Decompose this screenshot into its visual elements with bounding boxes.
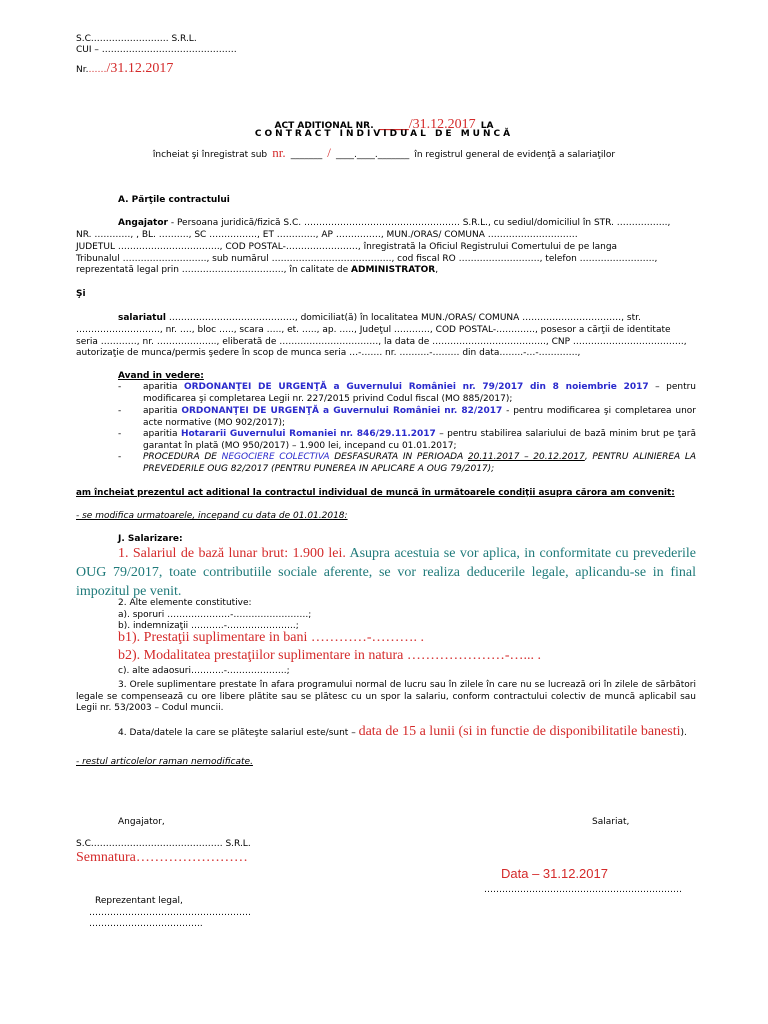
angajator-line-3: JUDETUL ……………………………., COD POSTAL-……………………, înregistrată la Oficiul Registrului Comertului de pe langa — [76, 242, 618, 252]
registered-blank1: _______ — [290, 150, 323, 160]
angajator-line-2: NR. …………, , BL. ………., SC ……………., ET …………., AP ……………, MUN./ORAS/ COMUNA ………………………… — [76, 230, 578, 240]
indemnizatii-line: b). indemnizaţii ………..-…………………..; — [118, 621, 299, 631]
oug-82-link[interactable]: ORDONANŢEI DE URGENŢĂ a Guvernului României nr. 82/2017 — [181, 406, 503, 416]
header-nr-dots: …… — [88, 65, 107, 75]
ore-suplimentare-paragraph: 3. Orele suplimentare prestate în afara programului normal de lucru sau în zilele în care nu se lucrează ori în zilele de sărbători legale se compensează cu ore libere plătite sau se plătesc cu un spor la salariu, conform contractului colectiv de muncă aplicabil sau Legii nr. 53/2003 – Codul muncii. — [76, 680, 696, 713]
act-prefix: ACT ADITIONAL NR. — [274, 121, 374, 131]
header-sc-line: S.C.……………………. S.R.L. — [76, 34, 197, 44]
angajator-line-5: reprezentată legal prin ……………………………., în calitate de ADMINISTRATOR, — [76, 265, 439, 275]
signature-sc-line: S.C.……………………………………. S.R.L. — [76, 839, 251, 849]
signature-date: Data – 31.12.2017 — [501, 866, 608, 881]
registered-prefix: încheiat şi înregistrat sub — [152, 150, 268, 160]
salariu-baza-text: 1. Salariul de bază lunar brut: 1.900 lei. — [118, 546, 346, 561]
salariat-line-1 — [118, 312, 641, 324]
header-cui-line: CUI – ……………………………………… — [76, 45, 237, 55]
act-blank: ______ — [378, 120, 409, 131]
angajator-line-4: Tribunalul ………………………., sub numărul …………………………………., cod fiscal RO ………………………, telefon ……………………., — [76, 254, 658, 264]
reprezentant-legal-label: Reprezentant legal, — [95, 896, 183, 906]
oug-79-link[interactable]: ORDONANŢEI DE URGENŢĂ a Guvernului României nr. 79/2017 din 8 noiembrie 2017 — [183, 382, 649, 392]
registered-blank2: ____.____._______ — [336, 150, 410, 160]
bullet-marker: - — [118, 429, 122, 439]
registered-slash: / — [327, 145, 331, 160]
salariu-baza-paragraph — [76, 544, 696, 601]
adaosuri-line: c). alte adaosuri………..-………………..; — [118, 666, 290, 676]
reprezentant-dots-1: ……………………………………………… — [89, 908, 251, 918]
avand-bullet-2: aparitia ORDONANŢEI DE URGENŢĂ a Guvernului României nr. 82/2017 - pentru modificarea şi completarea unor acte normative (MO 902/2017); — [143, 406, 696, 428]
salariat-line-2: ………………………., nr. …., bloc ….., scara ….., et. ….., ap. ….., Judeţul …………, COD POSTAL-…………., posesor a cărţii de identitate — [76, 325, 671, 335]
contract-title: CONTRACT INDIVIDUAL DE MUNCĂ — [254, 129, 514, 139]
salariat-signature-dots: ………………………………………………………… — [484, 885, 682, 895]
semnatura-line: Semnatura…………………… — [76, 850, 248, 865]
angajator-line-1 — [118, 217, 670, 229]
angajator-role: ADMINISTRATOR — [351, 265, 436, 275]
bullet-marker: - — [118, 452, 122, 462]
data-plata-value: data de 15 a lunii (si in functie de disponibilitatile banesti — [358, 724, 681, 739]
restul-statement: - restul articolelor raman nemodificate. — [76, 757, 253, 767]
salarizare-heading: J. Salarizare: — [118, 534, 183, 544]
negociere-colectiva-link[interactable]: NEGOCIERE COLECTIVA — [221, 452, 330, 462]
header-nr-line — [76, 57, 173, 77]
registered-nr: nr. — [272, 145, 286, 160]
salariat-label: salariatul — [118, 313, 166, 323]
prestatii-bani-line: b1). Prestaţii suplimentare in bani …………-………. . — [118, 630, 425, 645]
avand-bullet-4: PROCEDURA DE NEGOCIERE COLECTIVA DESFASURATA IN PERIOADA 20.11.2017 – 20.12.2017, PENTRU ALINIEREA LA PREVEDERILE OUG 82/2017 (PENTRU PUNEREA IN APLICARE A OUG 79/2017); — [143, 452, 696, 474]
angajator-label: Angajator — [118, 218, 168, 228]
salariu-baza-details: Asupra acestuia se vor aplica, in conformitate cu prevederile OUG 79/2017, toate contributiile sociale aferente, se vor realiza deducerile legale, aplicandu-se in final impozitul pe venit. — [76, 546, 697, 599]
header-nr-prefix: Nr. — [76, 65, 89, 75]
prestatii-natura-line: b2). Modalitatea prestaţiilor suplimentare in natura …………………-…... . — [118, 648, 542, 663]
bullet-marker: - — [118, 406, 122, 416]
act-date: /31.12.2017 — [408, 117, 476, 132]
avand-heading: Avand in vedere: — [118, 371, 204, 381]
data-plata-label: 4. Data/datele la care se plăteşte salariul este/sunt – — [118, 728, 359, 738]
salariat-line-4: autorizaţie de munca/permis şedere în scop de munca seria …-……. nr. ……….-……… din data……..-…-…………., — [76, 348, 581, 358]
agreement-statement: am încheiat prezentul act aditional la contractul individual de muncă în următoarele condiţii asupra cărora am convenit: — [76, 488, 675, 498]
sporuri-line: a). sporuri …………………-…………………….; — [118, 610, 312, 620]
angajator-text-1: - Persoana juridică/fizică S.C. ……………………………………………. S.R.L., cu sediul/domiciliul în STR. …………….., — [167, 218, 671, 228]
reprezentant-dots-2: ……………………………….. — [89, 919, 203, 929]
data-plata-paragraph: 4. Data/datele la care se plăteşte salariul este/sunt – data de 15 a lunii (si in functie de disponibilitatile banesti). — [118, 724, 687, 739]
registered-line — [0, 142, 768, 161]
si-label: Şi — [76, 289, 86, 299]
header-nr-date: /31.12.2017 — [106, 61, 174, 76]
act-suffix: LA — [480, 121, 494, 131]
angajator-signature-label: Angajator, — [118, 817, 165, 827]
salariat-text-1: ……………………………………, domiciliat(ă) în localitatea MUN./ORAS/ COMUNA ……………………………, str. — [165, 313, 641, 323]
angajator-line-5-prefix: reprezentată legal prin ……………………………., în calitate de — [76, 265, 349, 275]
hg-846-link[interactable]: Hotararii Guvernului Romaniei nr. 846/29.11.2017 — [180, 429, 436, 439]
salariat-signature-label: Salariat, — [592, 817, 630, 827]
alte-elemente: 2. Alte elemente constitutive: — [118, 598, 252, 608]
salariat-line-3: seria …………, nr. ……………….., eliberată de ……………………………, la data de ……………………………….., CNP ………………………………., — [76, 337, 687, 347]
section-a-heading: A. Părţile contractului — [118, 195, 230, 205]
avand-bullet-3: aparitia Hotararii Guvernului Romaniei nr. 846/29.11.2017 – pentru stabilirea salariului de bază minim brut pe ţară garantat în plată (MO 950/2017) – 1.900 lei, incepand cu 01.01.2017; — [143, 429, 696, 451]
avand-bullet-1: aparitia ORDONANŢEI DE URGENŢĂ a Guvernului României nr. 79/2017 din 8 noiembrie 2017 – pentru modificarea şi completarea Legii nr. 227/2015 privind Codul fiscal (MO 885/2017); — [143, 382, 697, 404]
bullet-marker: - — [118, 382, 122, 392]
registered-suffix: în registrul general de evidenţă a salariaţilor — [414, 150, 616, 160]
modifica-statement: - se modifica urmatoarele, incepand cu data de 01.01.2018: — [76, 511, 348, 521]
